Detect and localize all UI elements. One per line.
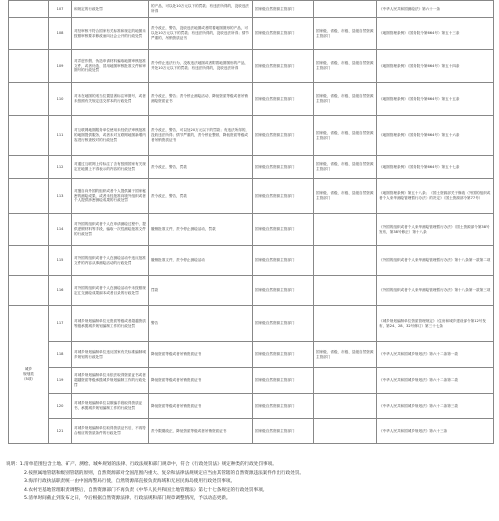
row-number: 113 — [49, 179, 72, 214]
note-line: 5.清单时间截止到发布之日，今后根据自然资源法律、行政法规和部门规章调整情况，予以动态更新。 — [24, 496, 231, 502]
item-name: 对擅自向外国的组织或者个人提供属于国家秘密的测绘成果，或者未经批准向境外组织或者个人提供涉密测绘成果的行政处罚 — [72, 179, 149, 214]
preliminary-authority: 国家级、省级、市级、县级自然资源主管部门 — [314, 50, 377, 83]
table-row — [9, 1, 494, 18]
legal-basis: 《地图管理条例》（国务院令第664号）第五十五条 — [377, 83, 494, 116]
table-row — [9, 214, 494, 246]
penalty-type: 撤销批准文件，责令停止测绘活动 — [149, 246, 253, 276]
authority: 国家级自然资源主管部门 — [253, 342, 314, 368]
preliminary-authority: 国家级、省级、市级、县级自然资源主管部门 — [314, 179, 377, 214]
penalty-type: 罚款 — [149, 276, 253, 306]
authority: 国家级自然资源主管部门 — [253, 368, 314, 394]
penalty-type: 责令停止违法行为，没收违法地图或者附着地图图形的产品，并处10万元以下的罚款；有违法所得的，没收违法所得 — [149, 50, 253, 83]
category-cell — [9, 83, 49, 116]
penalty-type: 降低资质等级或者吊销资质证书 — [149, 394, 253, 419]
penalty-type: 的产品，可以处10万元以下的罚款；有违法所得的，没收违法所得 — [149, 1, 253, 18]
legal-basis: 《外国的组织或者个人来华测绘管理暂行办法》第十八条第一款第二项 — [377, 246, 494, 276]
preliminary-authority: 国家级、省级、市级、县级自然资源主管部门 — [314, 116, 377, 156]
authority: 国家级自然资源主管部门 — [253, 83, 314, 116]
authority: 国家级自然资源主管部门 — [253, 246, 314, 276]
penalty-type: 责令改正，警告；责令停止测绘活动、降低资质等级或者吊销测绘资质证书 — [149, 83, 253, 116]
category-cell — [9, 156, 49, 179]
table-row — [9, 394, 494, 419]
category-cell — [9, 1, 49, 18]
table-row — [9, 18, 494, 50]
penalty-type: 责令改正，警告，没收违法地图或者附着地图图形的产品，可以处10万元以下的罚款；有违法所得的，没收违法所得；情节严重的，吊销资质证书 — [149, 18, 253, 50]
table-row — [9, 50, 494, 83]
penalty-type: 警告 — [149, 306, 253, 342]
item-name: 对通过互联网上传标注了含有按照国家有关规定在地图上不得表示的内容的行政处罚 — [72, 156, 149, 179]
row-number: 111 — [49, 116, 72, 156]
note-line: 说明：1.清单范围包含土地、矿产、测绘、城乡规划的法律、行政法规和部门规章中，符合《行政处罚法》规定种类的行政处罚事项。 — [6, 462, 277, 467]
item-name: 对外国的组织或者个人在申请测绘过程中，提供虚假材料等手段，骗取一次性测绘批准文件的行政处罚 — [72, 214, 149, 246]
preliminary-authority — [314, 368, 377, 394]
category-urban-planning — [9, 306, 49, 444]
category-cell — [9, 50, 49, 83]
table-row — [9, 116, 494, 156]
penalty-type: 责令限期改正，降低资质等级或者吊销资质证书 — [149, 419, 253, 444]
item-name: 对经审核不符合国家有关标准和规定的地图未按照审核要求修改而向社会公开的行政处罚 — [72, 18, 149, 50]
legal-basis: 《外国的组织或者个人来华测绘管理暂行办法》（国土资源部令第38号发布，第38号修正）第十八条 — [377, 214, 494, 246]
row-number: 107 — [49, 1, 72, 18]
row-number: 117 — [49, 306, 72, 342]
legal-basis: 《地图管理条例》（国务院令第664号）第五十七条 — [377, 156, 494, 179]
authority: 国家级自然资源主管部门 — [253, 18, 314, 50]
authority: 国家级自然资源主管部门 — [253, 394, 314, 419]
item-name: 对城乡规划编制单位违反国家有关标准编制城乡规划的行政处罚 — [72, 342, 149, 368]
authority: 国家级自然资源主管部门 — [253, 50, 314, 83]
item-name: 对外国的组织或者个人在测绘活动中未按照规定汇交测绘成果副本或者目录的行政处罚 — [72, 276, 149, 306]
table-row — [9, 306, 494, 342]
item-name: 对城乡规划编制单位未依法取得资质证书或者超越资质等级承揽城乡规划编制工作的行政处罚 — [72, 368, 149, 394]
preliminary-authority: 国家级、省级、市级、县级自然资源主管部门 — [314, 156, 377, 179]
legal-basis: 《地图管理条例》（国务院令第664号）第五十三条 — [377, 18, 494, 50]
category-cell — [9, 179, 49, 214]
item-name: 对城乡规划编制单位取得资质证书后，不再符合相应的资质条件的行政处罚 — [72, 419, 149, 444]
preliminary-authority: 国家级、省级、市级、县级自然资源主管部门 — [314, 342, 377, 368]
penalty-table — [8, 0, 494, 444]
authority: 国家级自然资源主管部门 — [253, 276, 314, 306]
category-cell — [9, 246, 49, 276]
penalty-type: 责令改正，警告，罚款 — [149, 179, 253, 214]
table-row — [9, 368, 494, 394]
row-number: 120 — [49, 394, 72, 419]
penalty-type: 责令改正，警告，可以处20万元以下的罚款；有违法所得的，没收违法所得；情节严重的，责令停业整顿，降低资质等级或者吊销资质证书 — [149, 116, 253, 156]
row-number: 116 — [49, 276, 72, 306]
authority: 国家级自然资源主管部门 — [253, 1, 314, 18]
preliminary-authority — [314, 214, 377, 246]
legal-basis: 《中华人民共和国城乡规划法》第六十二条第三款 — [377, 394, 494, 419]
preliminary-authority — [314, 306, 377, 342]
legal-basis: 《地图管理条例》（国务院令第664号）第五十四条 — [377, 50, 494, 83]
authority: 国家级自然资源主管部门 — [253, 214, 314, 246]
notes-section — [6, 461, 493, 504]
note-line: 2.按照属地管辖和级别管辖的原则，自然资源部对全国范围内重大、复杂和法律法规规定应当由其管辖的自然资源违法案件作出行政处罚。 — [24, 470, 305, 476]
row-number: 112 — [49, 156, 72, 179]
legal-basis: 《地图管理条例》第五十八条；《国土资源部关于修改〈外国的组织或者个人来华测绘管理暂行办法〉的决定》（国土资源部令第77号） — [377, 179, 494, 214]
authority: 国家级自然资源主管部门 — [253, 179, 314, 214]
authority: 国家级自然资源主管部门 — [253, 156, 314, 179]
category-cell — [9, 276, 49, 306]
authority: 国家级自然资源主管部门 — [253, 306, 314, 342]
item-name: 对未在地图的适当位置显著标注审图号，或者未按照有关规定送交样本的行政处罚 — [72, 83, 149, 116]
note-line: 3.海洋行政执法职责统一由中国海警局行使，自然资源部直接负责海域和无居民海岛使用行政处罚事项。 — [24, 479, 236, 485]
table-row — [9, 276, 494, 306]
legal-basis: 《外国的组织或者个人来华测绘管理暂行办法》第十八条第一款第三项 — [377, 276, 494, 306]
penalty-type: 撤销批准文件，责令停止测绘活动，罚款 — [149, 214, 253, 246]
row-number: 108 — [49, 18, 72, 50]
legal-basis: 《中华人民共和国城乡规划法》第六十二条第一款 — [377, 342, 494, 368]
legal-basis: 《中华人民共和国城乡规划法》第六十三条 — [377, 419, 494, 444]
preliminary-authority — [314, 246, 377, 276]
table-row — [9, 156, 494, 179]
preliminary-authority: 国家级、省级、市级、县级自然资源主管部门 — [314, 18, 377, 50]
penalty-type: 责令改正，警告，罚款 — [149, 156, 253, 179]
table-row — [9, 179, 494, 214]
item-name: 对弄虚作假、伪造申请材料骗取地图审核批准文件，或者伪造、冒用地图审核批准文件和审图号的行政处罚 — [72, 50, 149, 83]
preliminary-authority — [314, 419, 377, 444]
authority: 国家级自然资源主管部门 — [253, 419, 314, 444]
row-number: 118 — [49, 342, 72, 368]
item-name: 对互联网地图服务单位使用未经依法审核批准的地图提供服务，或者未对互联网地图新增内容进行核查校对的行政处罚 — [72, 116, 149, 156]
legal-basis: 《中华人民共和国城乡规划法》第六十二条第二款 — [377, 368, 494, 394]
table-row — [9, 419, 494, 444]
item-name: 对外国的组织或者个人在测绘活动中违反批准文件的内容从事测绘活动的行政处罚 — [72, 246, 149, 276]
category-cell — [9, 116, 49, 156]
table-row — [9, 246, 494, 276]
preliminary-authority — [314, 394, 377, 419]
category-label: 城乡 规划类 （5项） — [21, 367, 36, 381]
item-name: 对城乡规划编制单位无资质等级或者超越资质等级承揽城乡规划编制工作的行政处罚 — [72, 306, 149, 342]
penalty-type: 降低资质等级或者吊销资质证书 — [149, 368, 253, 394]
row-number: 115 — [49, 246, 72, 276]
row-number: 110 — [49, 83, 72, 116]
legal-basis: 《中华人民共和国测绘法》第六十一条 — [377, 1, 494, 18]
preliminary-authority — [314, 1, 377, 18]
row-number: 109 — [49, 50, 72, 83]
penalty-type: 降低资质等级或者吊销资质证书 — [149, 342, 253, 368]
authority: 国家级自然资源主管部门 — [253, 116, 314, 156]
row-number: 121 — [49, 419, 72, 444]
category-cell — [9, 18, 49, 50]
legal-basis: 《城乡规划编制单位资质管理规定》（住房和城乡建设部令第12号发布，第24、28、32号修订）第三十七条 — [377, 306, 494, 342]
preliminary-authority — [314, 276, 377, 306]
preliminary-authority: 国家级、省级、市级、县级自然资源主管部门 — [314, 83, 377, 116]
category-cell — [9, 214, 49, 246]
item-name: 和规定的行政处罚 — [72, 1, 149, 18]
table-row — [9, 342, 494, 368]
row-number: 119 — [49, 368, 72, 394]
table-row — [9, 83, 494, 116]
row-number: 114 — [49, 214, 72, 246]
item-name: 对城乡规划编制单位以欺骗手段取得资质证书，承揽城乡规划编制工作的行政处罚 — [72, 394, 149, 419]
legal-basis: 《地图管理条例》（国务院令第664号）第五十六条 — [377, 116, 494, 156]
note-line: 4.农村宅基地管理职责调整后，自然资源部门不再负责《中华人民共和国土地管理法》第七十七条规定的行政处罚事项。 — [24, 487, 268, 493]
